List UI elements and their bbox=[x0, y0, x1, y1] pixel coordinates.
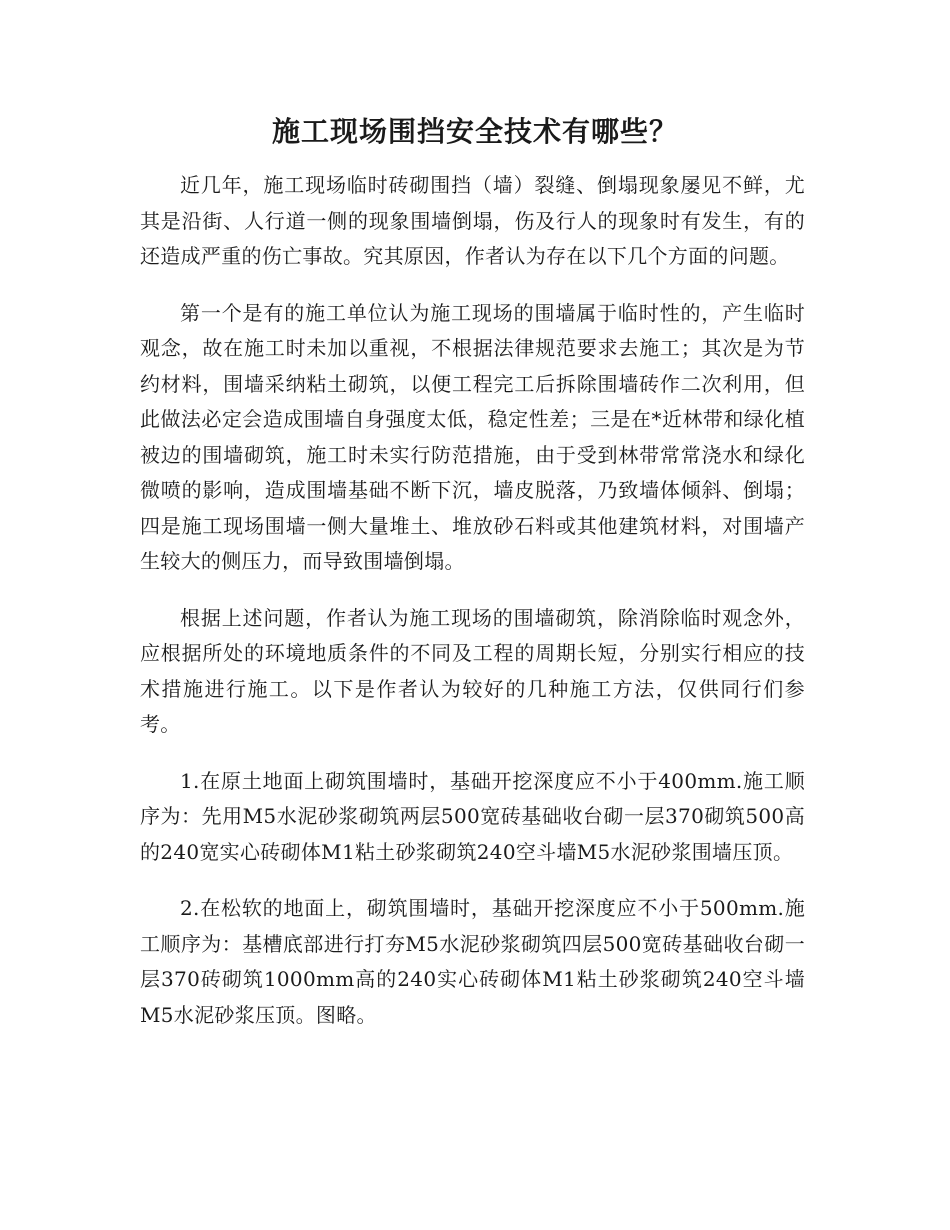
document-body bbox=[140, 168, 805, 1054]
paragraph-intro: 近几年，施工现场临时砖砌围挡（墙）裂缝、倒塌现象屡见不鲜，尤其是沿街、人行道一侧的现象围墙倒塌，伤及行人的现象时有发生，有的还造成严重的伤亡事故。究其原因，作者认为存在以下几个方面的问题。 bbox=[140, 173, 805, 268]
paragraph-method-2: 2.在松软的地面上，砌筑围墙时，基础开挖深度应不小于500mm.施工顺序为：基槽底部进行打夯M5水泥砂浆砌筑四层500宽砖基础收台砌一层370砖砌筑1000mm高的240实心砖砌体M1粘土砂浆砌筑240空斗墙M5水泥砂浆压顶。图略。 bbox=[140, 896, 805, 1027]
document-title: 施工现场围挡安全技术有哪些？ bbox=[271, 115, 678, 148]
paragraph-measures: 根据上述问题，作者认为施工现场的围墙砌筑，除消除临时观念外，应根据所处的环境地质条件的不同及工程的周期长短，分别实行相应的技术措施进行施工。以下是作者认为较好的几种施工方法，仅供同行们参考。 bbox=[140, 605, 805, 736]
paragraph-causes: 第一个是有的施工单位认为施工现场的围墙属于临时性的，产生临时观念，故在施工时未加以重视，不根据法律规范要求去施工；其次是为节约材料，围墙采纳粘土砌筑，以便工程完工后拆除围墙砖作二次利用，但此做法必定会造成围墙自身强度太低，稳定性差；三是在*近林带和绿化植被边的围墙砌筑，施工时未实行防范措施，由于受到林带常常浇水和绿化微喷的影响，造成围墙基础不断下沉，墙皮脱落，乃致墙体倾斜、倒塌；四是施工现场围墙一侧大量堆土、堆放砂石料或其他建筑材料，对围墙产生较大的侧压力，而导致围墙倒塌。 bbox=[140, 300, 805, 573]
paragraph-method-1: 1.在原土地面上砌筑围墙时，基础开挖深度应不小于400mm.施工顺序为：先用M5水泥砂浆砌筑两层500宽砖基础收台砌一层370砌筑500高的240宽实心砖砌体M1粘土砂浆砌筑240空斗墙M5水泥砂浆围墙压顶。 bbox=[140, 768, 805, 864]
